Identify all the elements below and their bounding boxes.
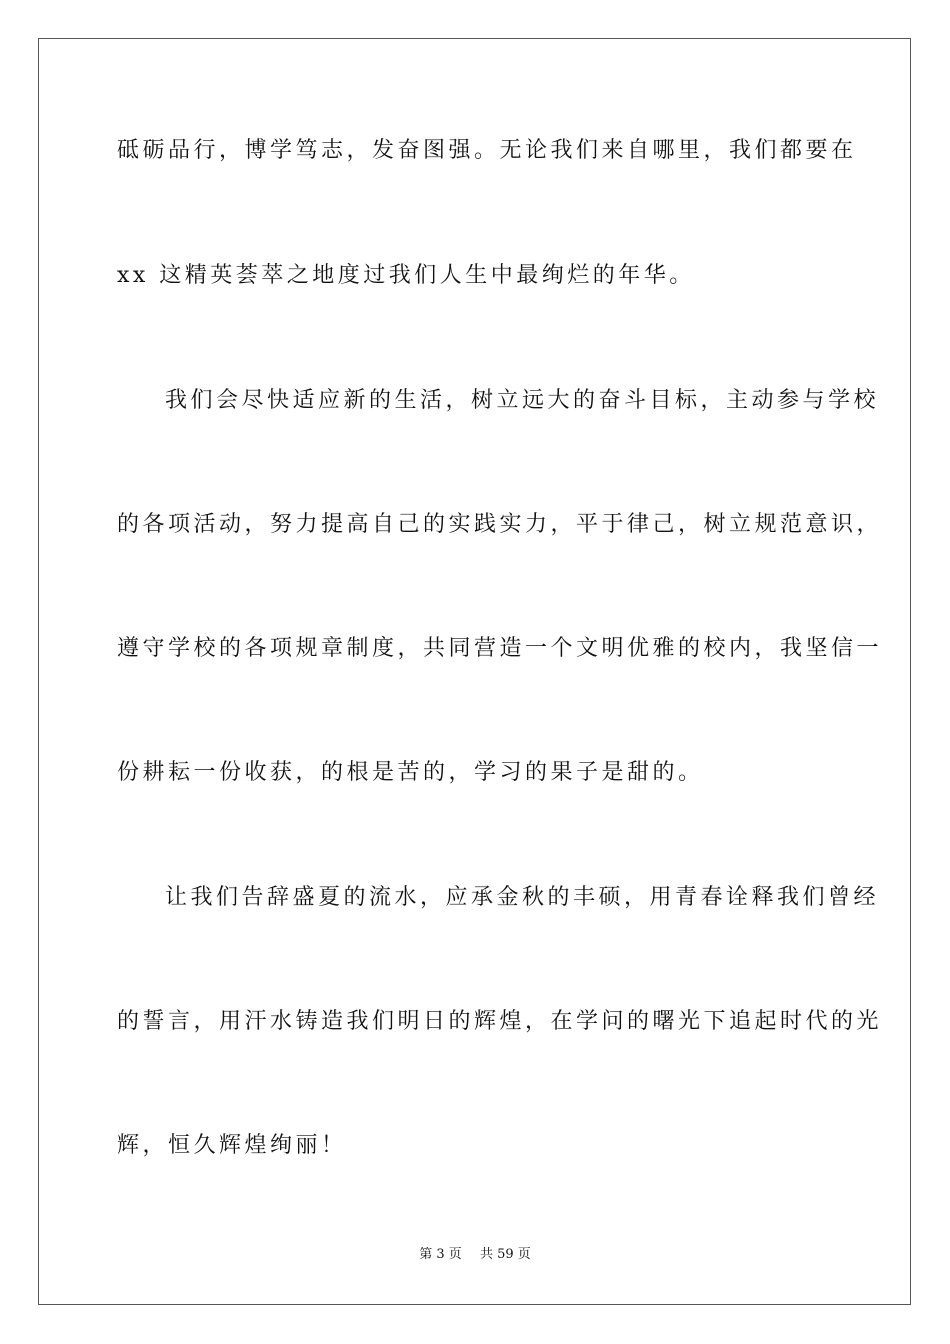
body-text-line: 遵守学校的各项规章制度，共同营造一个文明优雅的校内，我坚信一	[117, 636, 883, 661]
body-text-line: 的各项活动，努力提高自己的实践实力，平于律己，树立规范意识，	[117, 512, 883, 537]
page-footer	[0, 1246, 950, 1264]
page-number: 第 3 页	[419, 1247, 462, 1262]
body-text-line: 砥砺品行，博学笃志，发奋图强。无论我们来自哪里，我们都要在	[117, 138, 857, 163]
paragraph-start-line: 让我们告辞盛夏的流水，应承金秋的丰硕，用青春诠释我们曾经	[165, 885, 880, 910]
body-text-line: 份耕耘一份收获，的根是苦的，学习的果子是甜的。	[117, 760, 704, 785]
page-total: 共 59 页	[479, 1247, 531, 1262]
body-text-line: 的誓言，用汗水铸造我们明日的辉煌，在学问的曙光下追起时代的光	[117, 1009, 883, 1034]
paragraph-start-line: 我们会尽快适应新的生活，树立远大的奋斗目标，主动参与学校	[165, 388, 880, 413]
body-text-line: xx 这精英荟萃之地度过我们人生中最绚烂的年华。	[117, 263, 695, 288]
page-frame	[38, 38, 911, 1305]
body-text-line: 辉，恒久辉煌绚丽！	[117, 1133, 347, 1158]
